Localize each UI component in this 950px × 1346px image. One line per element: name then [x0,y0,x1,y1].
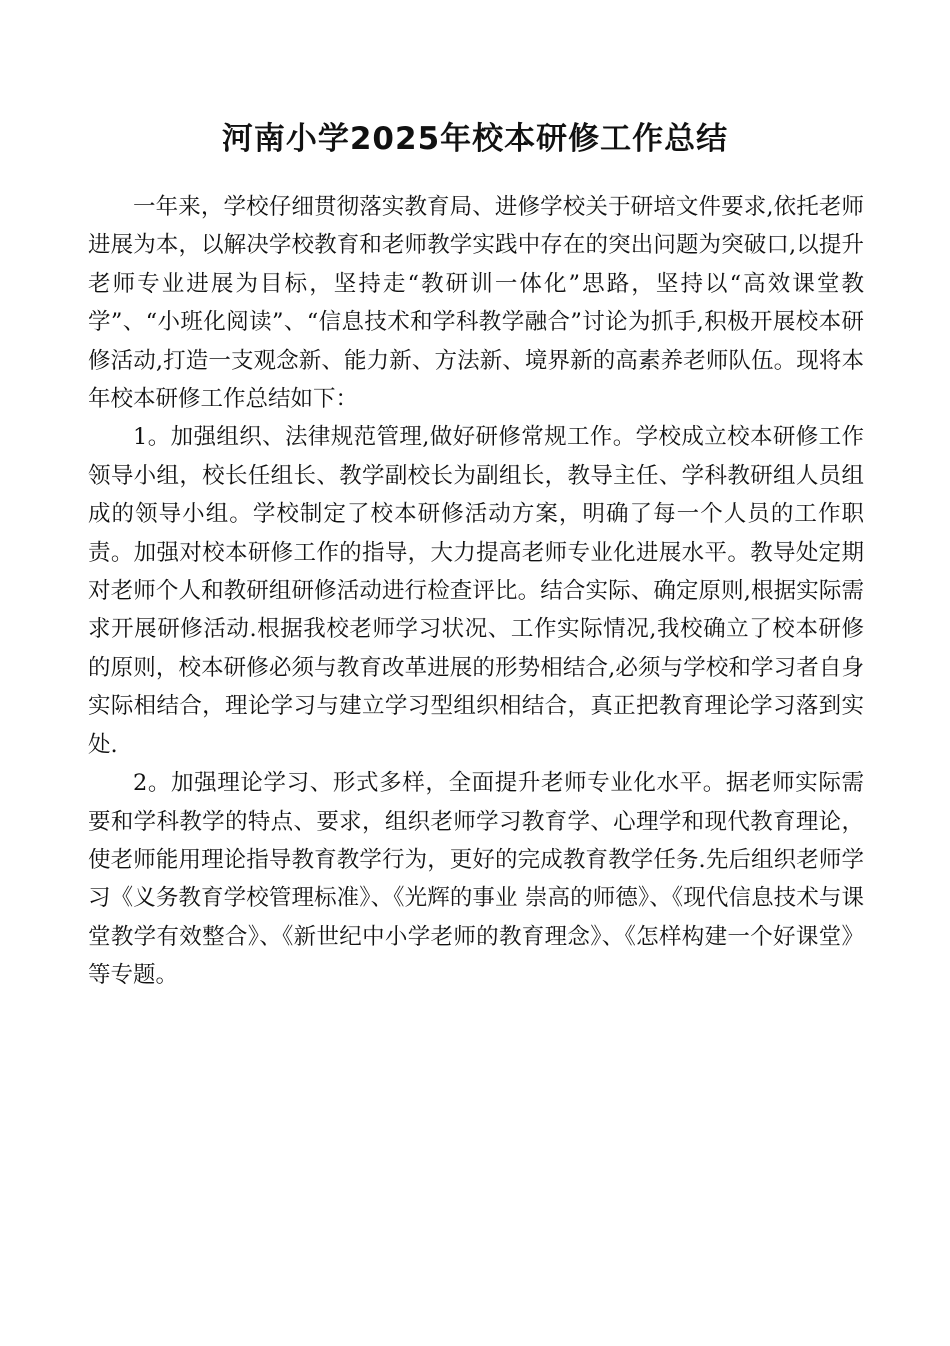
paragraph-section-1: 1。加强组织、法律规范管理,做好研修常规工作。学校成立校本研修工作领导小组，校长任组长、教学副校长为副组长，教导主任、学科教研组人员组成的领导小组。学校制定了校本研修活动方案，明确了每一个人员的工作职责。加强对校本研修工作的指导，大力提高老师专业化进展水平。教导处定期对老师个人和教研组研修活动进行检查评比。结合实际、确定原则,根据实际需求开展研修活动.根据我校老师学习状况、工作实际情况,我校确立了校本研修的原则，校本研修必须与教育改革进展的形势相结合,必须与学校和学习者自身实际相结合，理论学习与建立学习型组织相结合，真正把教育理论学习落到实处. [88,424,864,758]
document-title: 河南小学2025年校本研修工作总结 [221,121,729,157]
paragraph-section-2: 2。加强理论学习、形式多样，全面提升老师专业化水平。据老师实际需要和学科教学的特点、要求，组织老师学习教育学、心理学和现代教育理论，使老师能用理论指导教育教学行为，更好的完成教育教学任务.先后组织老师学习《义务教育学校管理标准》、《光辉的事业 崇高的师德》、《现代信息技术与课堂教学有效整合》、《新世纪中小学老师的教育理念》、《怎样构建一个好课堂》等专题。 [88,770,864,989]
paragraph-intro: 一年来，学校仔细贯彻落实教育局、进修学校关于研培文件要求,依托老师进展为本，以解决学校教育和老师教学实践中存在的突出问题为突破口,以提升老师专业进展为目标，坚持走“教研训一体化”思路，坚持以“高效课堂教学”、“小班化阅读”、“信息技术和学科教学融合”讨论为抓手,积极开展校本研修活动,打造一支观念新、能力新、方法新、境界新的高素养老师队伍。现将本年校本研修工作总结如下： [88,194,864,413]
document-body [88,188,864,995]
